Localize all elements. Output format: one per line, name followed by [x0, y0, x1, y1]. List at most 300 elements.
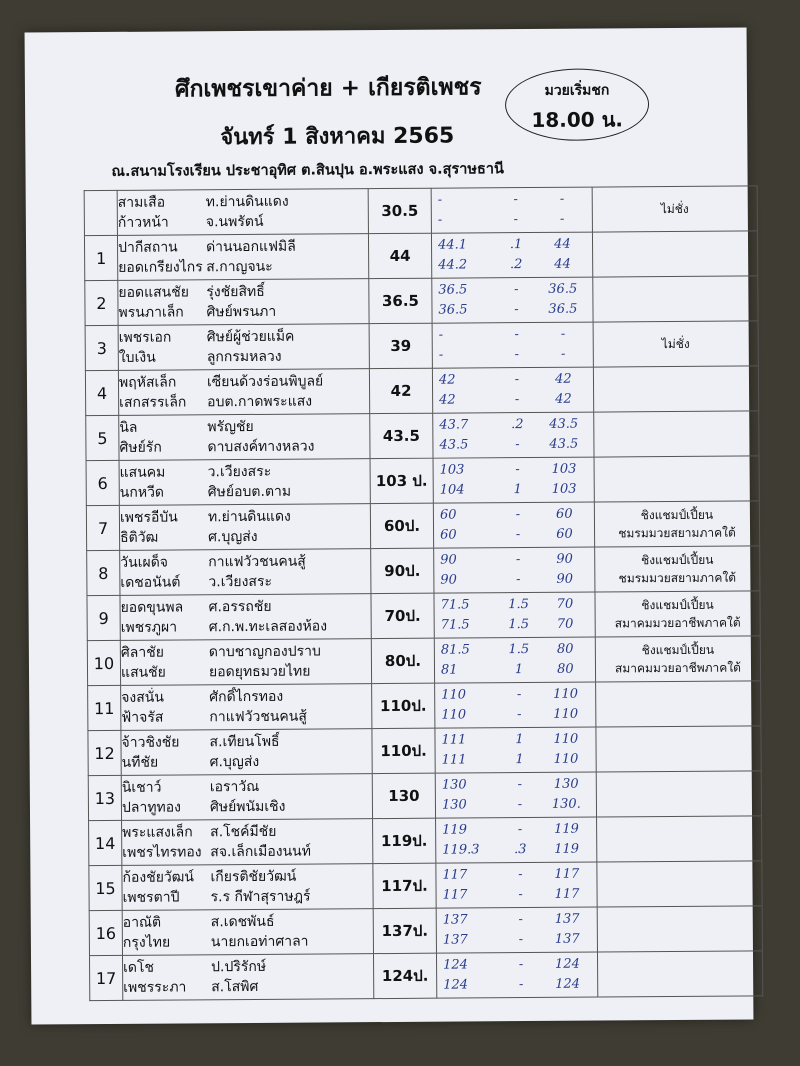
weight-class: 110ป.	[372, 728, 435, 773]
bout-note	[592, 186, 757, 232]
overweight: -	[517, 777, 523, 793]
fighter-name: เดโช	[123, 959, 155, 976]
measured-weight: 42	[439, 392, 456, 408]
measured-weight: -	[438, 347, 444, 363]
measured-weight: 44.1	[437, 237, 468, 253]
weigh-in-blue	[435, 660, 595, 681]
note-line: ชิงแชมป์เปี้ยน	[641, 552, 714, 568]
weigh-in-red	[437, 955, 597, 976]
note-line	[595, 478, 759, 479]
fighter-blue	[122, 751, 372, 773]
overweight: 1.5	[508, 597, 529, 613]
fighter-pair	[122, 819, 373, 866]
bout-number: 15	[89, 865, 122, 910]
fighter-name: ก้าวหน้า	[117, 214, 169, 231]
fighter-name: เพชรระภา	[123, 979, 187, 996]
bout-number: 5	[86, 415, 119, 460]
bout-note	[593, 321, 758, 367]
weigh-in-red	[435, 730, 595, 751]
final-weight: 119	[554, 821, 579, 837]
fight-card-sheet	[25, 27, 754, 1024]
overweight: 1	[513, 482, 522, 498]
measured-weight: 36.5	[438, 302, 468, 318]
final-weight: 80	[556, 641, 574, 657]
overweight: -	[514, 327, 519, 343]
weigh-in-blue	[433, 390, 593, 411]
fighter-name: นิเชาว์	[121, 779, 162, 796]
weigh-in-blue	[432, 210, 592, 231]
fighter-blue	[123, 976, 373, 998]
weigh-in-blue	[436, 795, 596, 816]
fighter-camp: สจ.เล็กเมืองนนท์	[210, 843, 311, 861]
fighter-camp: ท.ย่านดินแดง	[205, 193, 289, 211]
final-weight: 36.5	[548, 301, 578, 317]
weight-class: 130	[372, 773, 435, 818]
bout-number: 6	[86, 460, 119, 505]
bout-note	[593, 366, 758, 412]
final-weight: -	[559, 211, 565, 227]
overweight: -	[515, 552, 521, 568]
note-line	[593, 298, 757, 299]
note-line	[598, 883, 762, 884]
bout-number: 17	[89, 955, 122, 1000]
measured-weight: 110	[441, 687, 467, 703]
overweight: -	[516, 572, 521, 588]
weigh-in-record	[434, 637, 595, 683]
fighter-pair	[117, 189, 368, 236]
note-line	[597, 748, 761, 749]
bout-row	[85, 276, 758, 326]
bout-note	[596, 771, 761, 817]
weight-class: 103 ป.	[370, 458, 433, 503]
bout-row	[89, 951, 762, 1001]
fighter-blue	[118, 256, 368, 278]
weigh-in-record	[436, 862, 597, 908]
fighter-name: เพชรเอก	[118, 329, 172, 346]
note-line: สมาคมมวยอาชีพภาคใต้	[614, 615, 741, 631]
fighter-camp: จ.นพรัตน์	[205, 213, 264, 231]
weigh-in-red	[436, 820, 596, 841]
weigh-in-record	[431, 187, 592, 233]
note-line	[596, 703, 760, 704]
final-weight: 42	[555, 371, 572, 387]
bout-note	[592, 231, 757, 277]
weigh-in-record	[436, 952, 597, 998]
overweight: -	[514, 372, 520, 388]
fighter-name: พระแสงเล็ก	[122, 824, 193, 841]
weigh-in-red	[435, 640, 595, 661]
note-line	[598, 883, 762, 884]
overweight: 1	[515, 732, 524, 748]
weigh-in-record	[432, 277, 593, 323]
measured-weight: 42	[438, 372, 456, 388]
overweight: -	[518, 912, 523, 928]
overweight: -	[514, 347, 520, 363]
note-line	[593, 253, 757, 254]
fighter-camp: เอราวัณ	[209, 778, 260, 796]
measured-weight: 60	[439, 507, 457, 523]
start-time-label: มวยเริ่มชก	[544, 82, 610, 99]
measured-weight: 110	[441, 707, 467, 723]
weigh-in-red	[436, 865, 596, 886]
bout-note	[596, 681, 761, 727]
measured-weight: -	[437, 192, 443, 208]
fighter-red	[120, 506, 370, 528]
weigh-in-blue	[437, 885, 597, 906]
fighter-camp: ส.เดชพันธ์	[210, 913, 275, 931]
fighter-blue	[122, 841, 372, 863]
measured-weight: 124	[443, 957, 468, 973]
weigh-in-blue	[435, 705, 595, 726]
final-weight: 43.5	[549, 436, 579, 452]
overweight: -	[515, 462, 520, 478]
measured-weight: 137	[442, 932, 468, 948]
measured-weight: 60	[440, 527, 457, 543]
fighter-blue	[123, 886, 373, 908]
final-weight: 110	[553, 731, 579, 747]
measured-weight: 81	[440, 662, 458, 678]
fighter-pair	[118, 324, 369, 371]
note-line	[598, 928, 762, 929]
overweight: 1	[515, 752, 524, 768]
fighter-name: ปลาทูทอง	[121, 799, 182, 816]
fighter-pair	[121, 729, 372, 776]
fighter-blue	[120, 481, 370, 503]
weigh-in-blue	[433, 345, 593, 366]
fighter-red	[118, 191, 368, 213]
measured-weight: 71.5	[440, 597, 470, 613]
fighter-camp: ส.โสพิศ	[211, 978, 259, 996]
weight-class: 30.5	[368, 188, 431, 233]
note-line	[598, 928, 762, 929]
bout-row	[85, 366, 758, 416]
final-weight: 110	[553, 706, 579, 722]
weigh-in-blue	[433, 435, 593, 456]
fighter-red	[121, 641, 371, 663]
bout-row	[87, 591, 760, 641]
fighter-red	[121, 731, 371, 753]
bout-number: 16	[89, 910, 122, 955]
fighter-pair	[120, 549, 371, 596]
fighter-camp: ศักดิ์ไกรทอง	[209, 688, 284, 706]
note-line	[595, 478, 759, 479]
note-line	[596, 703, 760, 704]
fighter-pair	[119, 414, 370, 461]
overweight: -	[516, 687, 522, 703]
fighter-camp: รุ่งชัยสิทธิ์	[206, 283, 265, 301]
final-weight: 42	[555, 391, 572, 407]
final-weight: 124	[555, 976, 581, 992]
fighter-name: นิล	[119, 419, 138, 436]
overweight: -	[515, 437, 520, 453]
fighter-camp: ส.เทียนโพธิ์	[209, 733, 280, 751]
weigh-in-record	[436, 817, 597, 863]
event-title: ศึกเพชรเขาค่าย + เกียรติเพชร	[174, 74, 482, 103]
measured-weight: 104	[439, 482, 465, 498]
fighter-blue	[119, 436, 369, 458]
overweight: -	[513, 212, 519, 228]
fighter-name: แสนชัย	[120, 664, 166, 681]
fighter-pair	[122, 909, 373, 956]
weight-class: 119ป.	[373, 818, 436, 863]
measured-weight: -	[438, 327, 444, 343]
fighter-name: เดชอนันต์	[120, 574, 181, 591]
fighter-name: ปากีสถาน	[117, 239, 178, 256]
weigh-in-red	[437, 910, 597, 931]
bout-row	[88, 726, 761, 776]
fighter-red	[119, 371, 369, 393]
bout-row	[85, 321, 758, 371]
fighter-name: เพชรภูผา	[120, 619, 178, 636]
fighter-red	[118, 236, 368, 258]
final-weight: 44	[554, 256, 571, 272]
weigh-in-record	[435, 727, 596, 773]
bout-number: 3	[85, 325, 118, 370]
overweight: -	[517, 822, 523, 838]
weight-class: 110ป.	[372, 683, 435, 728]
note-line	[597, 838, 761, 839]
overweight: 1.5	[508, 642, 530, 658]
weigh-in-blue	[432, 300, 592, 321]
bout-row	[89, 861, 762, 911]
weigh-in-red	[434, 595, 594, 616]
measured-weight: 81.5	[440, 642, 470, 658]
fighter-blue	[118, 211, 368, 233]
bout-note	[597, 861, 762, 907]
bout-note	[594, 501, 759, 547]
fighter-red	[120, 461, 370, 483]
bout-number: 8	[87, 550, 120, 595]
measured-weight: 36.5	[438, 282, 468, 298]
weigh-in-blue	[432, 255, 592, 276]
weigh-in-red	[436, 775, 596, 796]
final-weight: 110	[553, 686, 579, 702]
note-line	[597, 793, 761, 794]
overweight: -	[518, 957, 524, 973]
fighter-name: ยอดขุนพล	[120, 599, 184, 616]
weigh-in-red	[434, 550, 594, 571]
fighter-pair	[118, 279, 369, 326]
final-weight: 103	[551, 481, 577, 497]
final-weight: 70	[556, 596, 574, 612]
weigh-in-record	[433, 502, 594, 548]
weigh-in-record	[435, 772, 596, 818]
bout-note	[593, 276, 758, 322]
weigh-in-blue	[437, 930, 597, 951]
fighter-name: ยอดแสนชัย	[118, 284, 189, 301]
fighter-camp: นายกเอท่าศาลา	[210, 933, 309, 951]
fighter-name: เพชรตาปี	[122, 889, 180, 906]
fighter-name: สามเสือ	[117, 194, 166, 211]
measured-weight: 103	[439, 462, 465, 478]
bout-number	[84, 190, 117, 235]
weight-class: 137ป.	[373, 908, 436, 953]
fighter-blue	[121, 706, 371, 728]
weight-class: 90ป.	[371, 548, 434, 593]
bout-note	[594, 456, 759, 502]
overweight: .3	[513, 842, 527, 858]
final-weight: 43.5	[549, 416, 579, 432]
note-line	[594, 433, 758, 434]
weigh-in-red	[433, 370, 593, 391]
fighter-name: ก้องชัยวัฒน์	[122, 869, 195, 886]
fighter-camp: ศิษย์พนัมเชิง	[209, 798, 286, 816]
fighter-name: เสกสรรเล็ก	[119, 394, 187, 411]
weigh-in-red	[434, 505, 594, 526]
fighter-pair	[119, 504, 370, 551]
weigh-in-blue	[435, 615, 595, 636]
measured-weight: 43.5	[439, 437, 469, 453]
weigh-in-blue	[434, 525, 594, 546]
bout-row	[89, 906, 762, 956]
fighter-name: นกหวีด	[119, 484, 165, 501]
bout-note	[594, 411, 759, 457]
fighter-red	[121, 686, 371, 708]
note-line	[593, 253, 757, 254]
note-line: ชมรมมวยสยามภาคใต้	[618, 525, 736, 541]
note-line	[597, 793, 761, 794]
weigh-in-record	[436, 907, 597, 953]
fighter-pair	[118, 369, 369, 416]
overweight: .2	[509, 257, 523, 273]
bout-note	[597, 906, 762, 952]
weigh-in-red	[433, 415, 593, 436]
final-weight: 60	[556, 526, 573, 542]
bout-number: 10	[87, 640, 120, 685]
fighter-red	[122, 821, 372, 843]
weigh-in-record	[434, 592, 595, 638]
event-date: จันทร์ 1 สิงหาคม 2565	[220, 123, 455, 151]
fighter-camp: ป.ปริรักษ์	[211, 958, 267, 976]
fighter-name: แสนคม	[119, 464, 166, 481]
overweight: -	[515, 527, 521, 543]
fighter-camp: ศ.ก.พ.ทะเลสองห้อง	[208, 618, 328, 636]
weight-class: 60ป.	[370, 503, 433, 548]
bout-row	[87, 546, 760, 596]
start-time-badge	[505, 68, 649, 141]
bout-number: 12	[88, 730, 121, 775]
weight-class: 39	[369, 323, 432, 368]
fighter-red	[122, 866, 372, 888]
final-weight: 44	[554, 236, 571, 252]
start-time-value: 18.00 น.	[531, 107, 624, 132]
fighter-name: ฟ้าจรัส	[121, 709, 164, 726]
measured-weight: -	[437, 212, 443, 228]
weigh-in-red	[432, 280, 592, 301]
overweight: -	[514, 282, 519, 298]
overweight: -	[518, 887, 523, 903]
measured-weight: 130	[441, 797, 467, 813]
fighter-red	[122, 776, 372, 798]
fighter-name: จงสนั่น	[121, 689, 164, 706]
note-line: ชิงแชมป์เปี้ยน	[640, 507, 714, 523]
overweight: -	[518, 932, 524, 948]
fighter-camp: ศิษย์ผู้ช่วยแม็ค	[206, 328, 295, 346]
note-line: ชมรมมวยสยามภาคใต้	[618, 570, 737, 586]
overweight: 1	[514, 662, 524, 678]
bout-number: 9	[87, 595, 120, 640]
bout-note	[597, 951, 762, 997]
bout-row	[87, 636, 760, 686]
weigh-in-blue	[436, 840, 596, 861]
bout-table	[84, 185, 764, 1001]
fighter-pair	[121, 684, 372, 731]
fighter-red	[123, 911, 373, 933]
measured-weight: 90	[440, 552, 457, 568]
note-line: ชิงแชมป์เปี้ยน	[641, 642, 715, 658]
final-weight: 117	[554, 886, 580, 902]
weigh-in-blue	[437, 975, 597, 996]
final-weight: 137	[554, 911, 580, 927]
fighter-camp: อบต.กาดพระแสง	[207, 393, 313, 411]
venue-line: ณ.สนามโรงเรียน ประชาอุทิศ ต.สินปุน อ.พระแสง จ.สุราษธานี	[111, 161, 504, 180]
fighter-camp: ด่านนอกแฟมิลี	[205, 238, 296, 256]
bout-row	[89, 816, 762, 866]
weigh-in-record	[435, 682, 596, 728]
fighter-camp: ดาบสงค์ทางหลวง	[207, 438, 315, 456]
bout-row	[86, 411, 759, 461]
bout-number: 7	[86, 505, 119, 550]
measured-weight: 119	[442, 822, 468, 838]
fighter-camp: กาแฟวัวชนคนสู้	[209, 708, 307, 726]
note-line: ไม่ชั่ง	[661, 336, 690, 352]
fighter-camp: ร.ร กีฬาสุราษฎร์	[210, 888, 311, 906]
final-weight: 130.	[551, 796, 581, 812]
weight-class: 117ป.	[373, 863, 436, 908]
overweight: -	[517, 707, 522, 723]
note-line: สมาคมมวยอาชีพภาคใต้	[614, 660, 741, 676]
fighter-red	[119, 416, 369, 438]
bout-row	[88, 771, 761, 821]
bout-row	[86, 501, 759, 551]
fighter-name: ศิษย์รัก	[119, 439, 162, 456]
weigh-in-record	[431, 232, 592, 278]
fighter-red	[120, 551, 370, 573]
note-line	[593, 298, 757, 299]
measured-weight: 71.5	[440, 617, 470, 633]
overweight: -	[518, 867, 523, 883]
bout-note	[596, 726, 761, 772]
final-weight: 117	[554, 866, 580, 882]
overweight: -	[515, 507, 521, 523]
measured-weight: 124	[443, 977, 469, 993]
note-line	[598, 973, 762, 974]
bout-number: 2	[85, 280, 118, 325]
weigh-in-record	[432, 367, 593, 413]
fighter-camp: ศิษย์พรนภา	[206, 303, 277, 321]
fighter-name: เพชรอีบัน	[119, 509, 178, 526]
measured-weight: 111	[441, 752, 467, 768]
bout-number: 13	[88, 775, 121, 820]
final-weight: 90	[556, 551, 573, 567]
fighter-red	[118, 281, 368, 303]
fighter-blue	[120, 526, 370, 548]
measured-weight: 44.2	[438, 257, 468, 273]
fighter-pair	[120, 594, 371, 641]
final-weight: -	[559, 191, 565, 207]
fighter-camp: ศ.บุญส่ง	[208, 528, 258, 546]
fighter-blue	[122, 796, 372, 818]
weigh-in-red	[433, 325, 593, 346]
bout-note	[597, 816, 762, 862]
fighter-name: อาณัติ	[122, 914, 162, 931]
overweight: -	[514, 302, 519, 318]
weight-class: 42	[369, 368, 432, 413]
overweight: -	[517, 797, 523, 813]
weigh-in-blue	[436, 750, 596, 771]
fighter-name: ศิลาชัย	[120, 644, 164, 661]
weight-class: 36.5	[369, 278, 432, 323]
